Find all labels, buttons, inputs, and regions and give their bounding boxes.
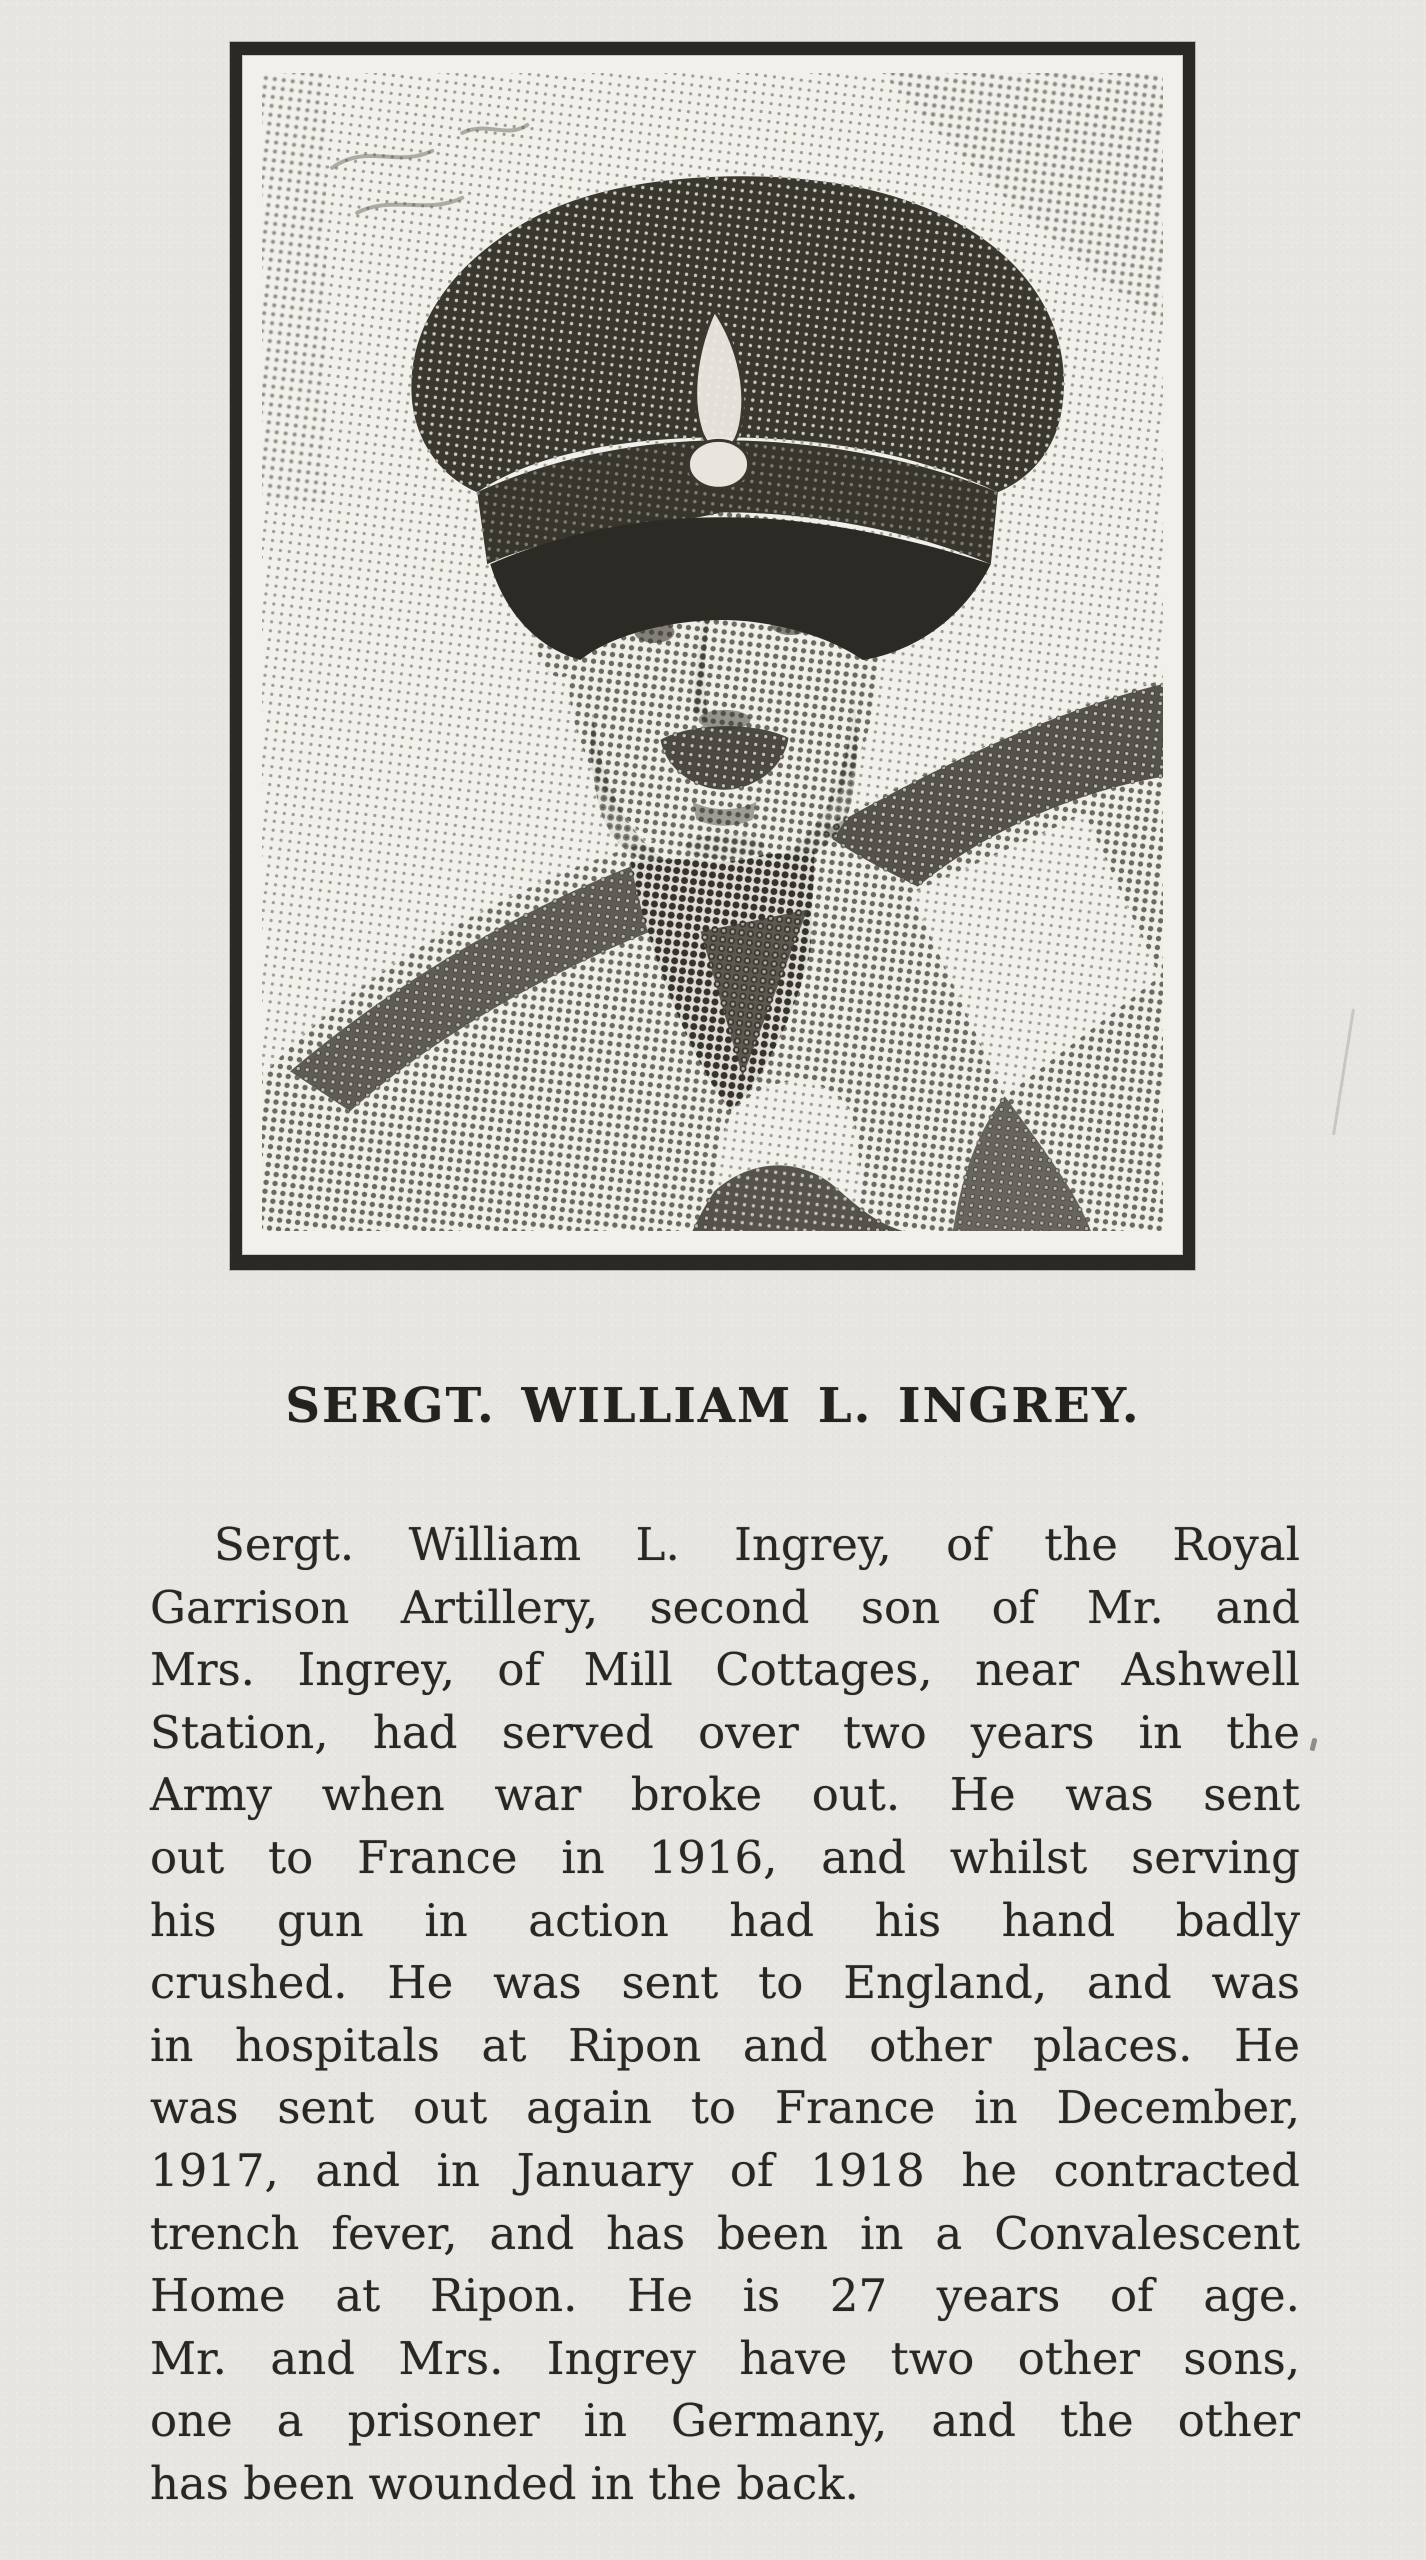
article-line: Home at Ripon. He is 27 years of age. — [150, 2269, 1300, 2323]
article-body — [150, 1514, 1300, 2516]
portrait-photo-frame — [230, 42, 1195, 1270]
article-line: in hospitals at Ripon and other places. He — [150, 2018, 1300, 2072]
article-line: crushed. He was sent to England, and was — [150, 1956, 1300, 2010]
article-line: has been wounded in the back. — [150, 2456, 859, 2510]
paper-crease-mark — [1332, 1009, 1355, 1136]
ink-speck — [1310, 1738, 1318, 1752]
cap-badge-grenade — [688, 440, 748, 488]
article-line: Sergt. William L. Ingrey, of the Royal — [214, 1518, 1300, 1571]
article-line: Mrs. Ingrey, of Mill Cottages, near Ashwell — [150, 1643, 1300, 1697]
article-line: trench fever, and has been in a Convalescent — [150, 2206, 1300, 2260]
photo-caption: SERGT. WILLIAM L. INGREY. — [285, 1378, 1141, 1434]
article-line: was sent out again to France in December, — [150, 2081, 1300, 2135]
article-line: Station, had served over two years in the — [150, 1705, 1300, 1759]
photo-edge-shading — [262, 73, 326, 502]
article-line: out to France in 1916, and whilst serving — [150, 1830, 1300, 1884]
article-line: Army when war broke out. He was sent — [150, 1768, 1300, 1822]
article-line: Garrison Artillery, second son of Mr. and — [150, 1580, 1300, 1634]
soldier-portrait-photo — [262, 73, 1163, 1231]
article-line: 1917, and in January of 1918 he contracted — [150, 2143, 1300, 2197]
article-line: one a prisoner in Germany, and the other — [150, 2394, 1300, 2448]
chin-crease — [684, 835, 764, 859]
article-line: his gun in action had his hand badly — [150, 1893, 1300, 1947]
article-line: Mr. and Mrs. Ingrey have two other sons, — [150, 2331, 1300, 2385]
